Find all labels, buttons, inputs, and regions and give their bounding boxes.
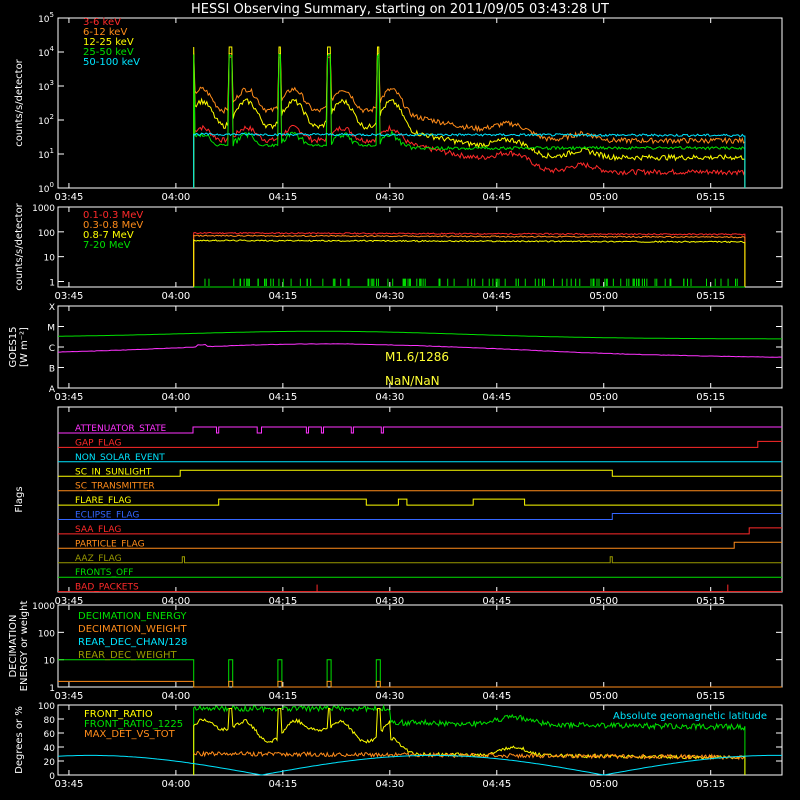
lc_low-ytick-label: $10^0$ <box>38 181 54 195</box>
lc_high-series-1 <box>194 235 745 287</box>
lc_high-xtick-label: 03:45 <box>54 291 84 302</box>
lc_high-legend-2: 0.8-7 MeV <box>83 230 134 241</box>
goes-xtick-label: 03:45 <box>54 392 84 403</box>
goes-series-long <box>58 331 782 339</box>
lc_low-ytick-exponent: 2 <box>49 113 54 121</box>
flags-trace-6 <box>58 514 782 520</box>
flags-label-2: NON_SOLAR_EVENT <box>75 452 165 463</box>
lc_low-xtick-label: 04:00 <box>161 192 191 203</box>
lc_high-xtick-label: 04:45 <box>482 291 512 302</box>
ratio-annotation: Absolute geomagnetic latitude <box>613 711 767 722</box>
ratio-legend-1: FRONT_RATIO_1225 <box>84 719 184 730</box>
goes-ytick-label: A <box>48 385 55 395</box>
lc_low-legend-3: 25-50 keV <box>83 47 134 58</box>
decim-series-energy <box>58 660 782 687</box>
lc_high-xtick-label: 04:00 <box>161 291 191 302</box>
flags-xtick-label: 04:15 <box>268 596 298 607</box>
lc_high-legend-1: 0.3-0.8 MeV <box>83 220 144 231</box>
lc_low-ytick-exponent: 3 <box>49 79 54 87</box>
ratio-xtick-label: 03:45 <box>54 779 84 790</box>
ratio-ytick-label: 100 <box>37 702 55 712</box>
flags-label-1: GAP_FLAG <box>75 438 122 449</box>
goes-xtick-label: 05:00 <box>589 392 619 403</box>
lc_low-series-50-100-kev <box>194 133 745 188</box>
lc_low-legend-1: 6-12 keV <box>83 27 128 38</box>
decim-xtick-label: 05:00 <box>589 691 619 702</box>
flags-trace-5 <box>58 499 782 505</box>
decim-ylabel2: ENERGY or weight <box>19 600 30 692</box>
flags-trace-1 <box>58 441 782 447</box>
lc_low-ytick-exponent: 5 <box>49 11 54 19</box>
ratio-ytick-label: 80 <box>43 716 55 726</box>
decim-xtick-label: 04:30 <box>375 691 405 702</box>
decim-legend-0: DECIMATION_ENERGY <box>78 611 187 622</box>
decim-ytick-label: 10 <box>43 656 55 667</box>
lc_high-xtick-label: 05:00 <box>589 291 619 302</box>
decim-ytick-label: 100 <box>37 629 55 640</box>
ratio-xtick-label: 04:30 <box>375 779 405 790</box>
decim-xtick-label: 04:45 <box>482 691 512 702</box>
ratio-ytick-label: 40 <box>43 744 55 754</box>
decim-legend-2: REAR_DEC_CHAN/128 <box>78 637 188 648</box>
ratio-xtick-label: 04:00 <box>161 779 191 790</box>
lc_low-ytick-label: $10^4$ <box>38 45 54 59</box>
decim-ytick-label: 1 <box>49 684 55 694</box>
flags-label-3: SC_IN_SUNLIGHT <box>75 467 152 478</box>
lc_high-ytick-label: 10 <box>43 253 55 264</box>
lc_high-ytick-label: 1000 <box>32 204 55 214</box>
ratio-xtick-label: 04:45 <box>482 779 512 790</box>
lc_low-xtick-label: 05:15 <box>696 192 726 203</box>
lc_low-ytick-label: $10^1$ <box>38 147 54 161</box>
lc_low-ytick-label: $10^2$ <box>38 113 54 127</box>
flags-label-0: ATTENUATOR_STATE <box>75 424 167 434</box>
goes-ylabel: GOES15 <box>8 326 19 368</box>
flags-trace-0 <box>58 427 782 433</box>
lc_low-ytick-exponent: 4 <box>49 45 54 53</box>
lc_low-ytick-label: $10^3$ <box>38 79 54 93</box>
goes-ytick-label: B <box>48 364 55 375</box>
decim-legend-1: DECIMATION_WEIGHT <box>78 624 187 635</box>
flags-trace-3 <box>58 470 782 476</box>
flags-label-6: ECLIPSE_FLAG <box>75 510 140 521</box>
flags-label-9: AAZ_FLAG <box>75 553 122 564</box>
lc_low-series-6-12-kev <box>194 54 745 188</box>
flags-ylabel: Flags <box>14 486 25 513</box>
lc_high-frame <box>58 207 782 287</box>
lc_low-legend-0: 3-6 keV <box>83 17 121 28</box>
goes-annotation-nan: NaN/NaN <box>385 374 440 388</box>
lc_high-ytick-label: 1 <box>49 278 55 289</box>
goes-xtick-label: 04:30 <box>375 392 405 403</box>
ratio-legend-2: MAX_DET_VS_TOT <box>84 729 175 740</box>
flags-xtick-label: 04:00 <box>161 596 191 607</box>
ratio-xtick-label: 05:00 <box>589 779 619 790</box>
lc_high-series-2 <box>194 240 745 287</box>
flags-trace-7 <box>58 528 782 534</box>
decim-xtick-label: 04:15 <box>268 691 298 702</box>
ratio-series-geomag-latitude <box>58 755 782 775</box>
lc_low-legend-4: 50-100 keV <box>83 57 141 68</box>
lc_low-frame <box>58 18 782 188</box>
goes-ytick-label: M <box>47 323 55 334</box>
ratio-legend-0: FRONT_RATIO <box>84 709 153 720</box>
ratio-ytick-label: 0 <box>49 772 55 782</box>
decim-series-weight <box>58 681 782 687</box>
flags-xtick-label: 05:00 <box>589 596 619 607</box>
lc_low-ytick-exponent: 0 <box>49 181 54 189</box>
flags-trace-8 <box>58 542 782 548</box>
lc_high-ytick-label: 100 <box>37 228 55 239</box>
ratio-ytick-label: 60 <box>43 730 55 740</box>
goes-xtick-label: 05:15 <box>696 392 726 403</box>
decim-ylabel: DECIMATION <box>8 614 19 678</box>
lc_low-xtick-label: 05:00 <box>589 192 619 203</box>
lc_low-legend-2: 12-25 keV <box>83 37 134 48</box>
goes-xtick-label: 04:00 <box>161 392 191 403</box>
lc_high-legend-3: 7-20 MeV <box>83 240 131 251</box>
flags-label-5: FLARE_FLAG <box>75 496 132 507</box>
lc_high-xtick-label: 04:30 <box>375 291 405 302</box>
ratio-series-max-det <box>194 752 745 760</box>
goes-ylabel2: [W m⁻²] <box>19 327 30 367</box>
decim-ytick-label: 1000 <box>32 602 55 612</box>
lc_low-ytick-exponent: 1 <box>49 147 54 155</box>
lc_high-legend-0: 0.1-0.3 MeV <box>83 210 144 221</box>
lc_high-ylabel: counts/s/detector <box>14 203 25 291</box>
lc_low-ylabel: counts/s/detector <box>14 59 25 147</box>
flags-xtick-label: 03:45 <box>54 596 84 607</box>
flags-xtick-label: 04:45 <box>482 596 512 607</box>
ratio-xtick-label: 04:15 <box>268 779 298 790</box>
lc_high-xtick-label: 04:15 <box>268 291 298 302</box>
lc_low-series-25-50-kev <box>194 54 745 188</box>
decim-legend-3: REAR_DEC_WEIGHT <box>78 650 177 661</box>
lc_low-xtick-label: 04:15 <box>268 192 298 203</box>
flags-label-10: FRONTS_OFF <box>75 568 134 579</box>
goes-ytick-label: C <box>48 344 55 354</box>
goes-ytick-label: X <box>48 303 55 313</box>
decim-xtick-label: 04:00 <box>161 691 191 702</box>
lc_low-xtick-label: 04:30 <box>375 192 405 203</box>
decim-xtick-label: 05:15 <box>696 691 726 702</box>
lc_high-xtick-label: 05:15 <box>696 291 726 302</box>
lc_low-ytick-label: $10^5$ <box>38 11 54 25</box>
flags-xtick-label: 04:30 <box>375 596 405 607</box>
flags-frame <box>58 407 782 592</box>
flags-label-7: SAA_FLAG <box>75 524 122 535</box>
flags-label-11: BAD_PACKETS <box>75 582 139 593</box>
lc_low-series-12-25-kev <box>194 47 745 188</box>
goes-xtick-label: 04:45 <box>482 392 512 403</box>
goes-annotation-class: M1.6/1286 <box>385 350 450 364</box>
goes-xtick-label: 04:15 <box>268 392 298 403</box>
figure-title: HESSI Observing Summary, starting on 2011/09/05 03:43:28 UT <box>191 2 609 17</box>
ratio-xtick-label: 05:15 <box>696 779 726 790</box>
decim-xtick-label: 03:45 <box>54 691 84 702</box>
flags-label-4: SC_TRANSMITTER <box>75 481 155 492</box>
flags-label-8: PARTICLE_FLAG <box>75 539 145 550</box>
lc_low-xtick-label: 04:45 <box>482 192 512 203</box>
lc_low-xtick-label: 03:45 <box>54 192 84 203</box>
flags-trace-9 <box>58 557 782 563</box>
ratio-ytick-label: 20 <box>43 758 55 768</box>
ratio-ylabel: Degrees or % <box>14 706 25 774</box>
flags-xtick-label: 05:15 <box>696 596 726 607</box>
